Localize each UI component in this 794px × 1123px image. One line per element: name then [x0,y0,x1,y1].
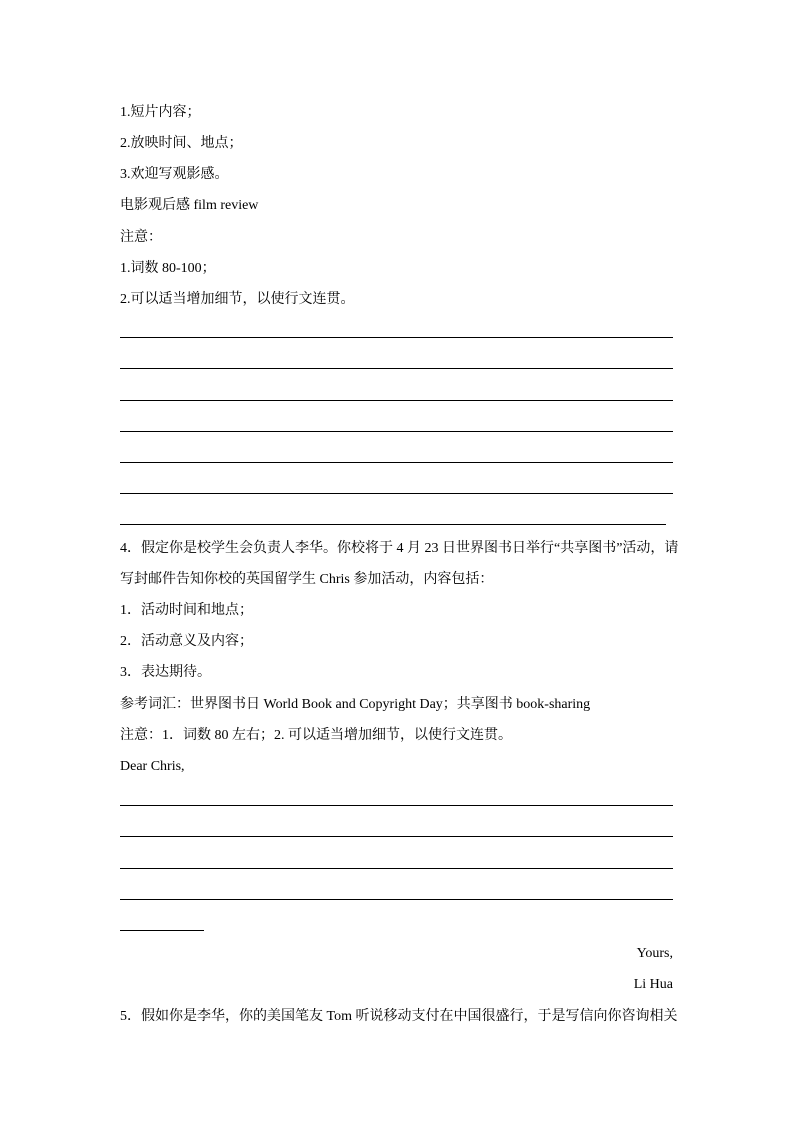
content-item-3: 3.欢迎写观影感。 [120,167,229,182]
question-4-prompt-line-1: 4．假定你是校学生会负责人李华。你校将于 4 月 23 日世界图书日举行“共享图书”活动，请 [120,541,679,556]
answer-line-short [120,930,204,931]
answer-line [120,899,673,900]
answer-line [120,400,673,401]
letter-salutation: Dear Chris, [120,759,185,774]
answer-line [120,493,673,494]
answer-line [120,524,666,525]
question-4-vocab: 参考词汇：世界图书日 World Book and Copyright Day；共享图书 book-sharing [120,697,591,712]
answer-line [120,462,673,463]
reference-vocab: 电影观后感 film review [120,198,259,213]
note-item-2: 2.可以适当增加细节，以使行文连贯。 [120,292,355,307]
answer-line [120,868,673,869]
question-4-notes: 注意：1．词数 80 左右；2. 可以适当增加细节，以使行文连贯。 [120,728,512,743]
answer-line [120,368,673,369]
content-item-2: 2.放映时间、地点； [120,136,243,151]
answer-line [120,337,673,338]
question-4-item-2: 2．活动意义及内容； [120,634,253,649]
answer-line [120,836,673,837]
question-5-prompt-line-1: 5．假如你是李华，你的美国笔友 Tom 听说移动支付在中国很盛行，于是写信向你咨询相关 [120,1009,678,1024]
answer-line [120,805,673,806]
letter-closing: Yours, [636,946,673,961]
answer-line [120,431,673,432]
question-4-item-3: 3．表达期待。 [120,665,211,680]
letter-signature: Li Hua [633,977,673,992]
notes-title: 注意： [120,230,162,245]
content-item-1: 1.短片内容； [120,105,201,120]
question-4-item-1: 1．活动时间和地点； [120,603,253,618]
note-item-1: 1.词数 80-100； [120,261,216,276]
question-4-prompt-line-2: 写封邮件告知你校的英国留学生 Chris 参加活动，内容包括： [120,572,494,587]
